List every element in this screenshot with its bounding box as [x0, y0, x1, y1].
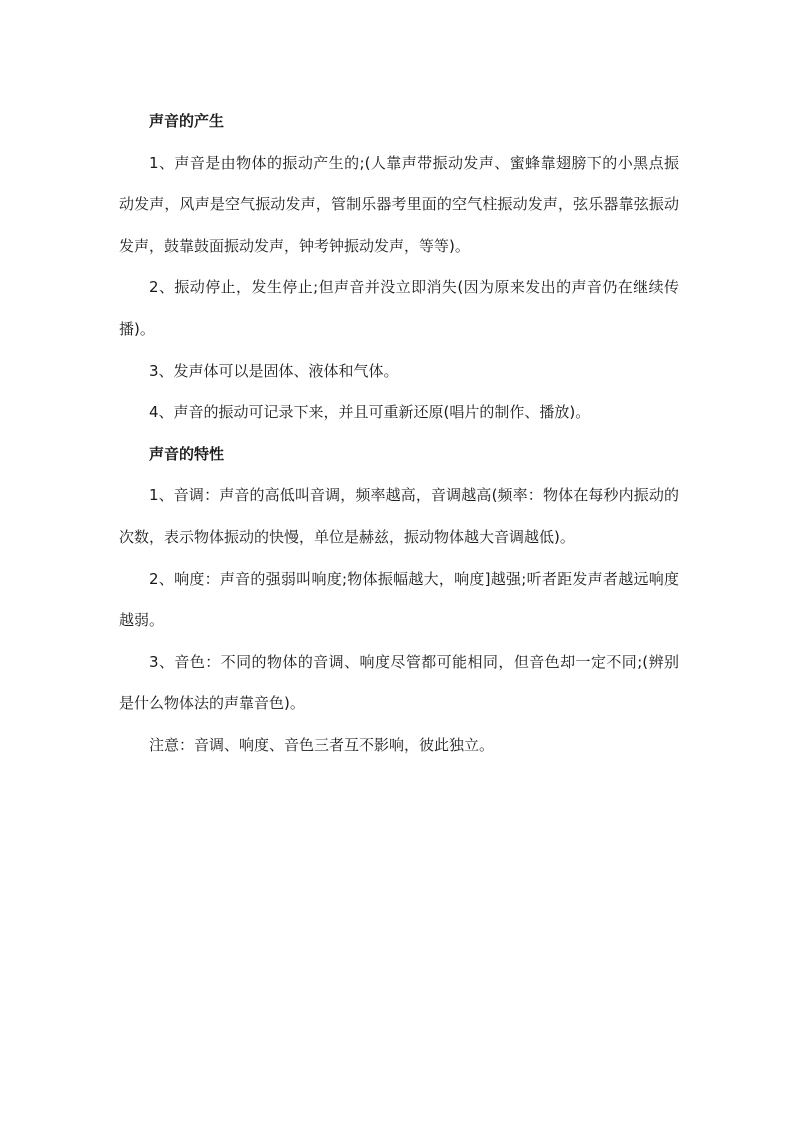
paragraph-production-2: 2、振动停止，发生停止;但声音并没立即消失(因为原来发出的声音仍在继续传播)。 [119, 278, 679, 338]
section-heading-sound-characteristics: 声音的特性 [149, 444, 225, 463]
section-heading-sound-production: 声音的产生 [149, 112, 225, 130]
paragraph-characteristics-pitch: 1、音调：声音的高低叫音调，频率越高，音调越高(频率：物体在每秒内振动的次数，表示物体振动的快慢，单位是赫兹，振动物体越大音调越低)。 [119, 486, 679, 546]
paragraph-production-4: 4、声音的振动可记录下来，并且可重新还原(唱片的制作、播放)。 [149, 403, 591, 422]
paragraph-production-1: 1、声音是由物体的振动产生的;(人靠声带振动发声、蜜蜂靠翅膀下的小黑点振动发声，风声是空气振动发声，管制乐器考里面的空气柱振动发声，弦乐器靠弦振动发声，鼓靠鼓面振动发声，钟考钟振动发声，等等)。 [119, 153, 679, 255]
paragraph-note: 注意：音调、响度、音色三者互不影响，彼此独立。 [149, 735, 495, 754]
paragraph-production-3: 3、发声体可以是固体、液体和气体。 [149, 361, 399, 380]
document-body [119, 101, 679, 767]
paragraph-characteristics-loudness: 2、响度：声音的强弱叫响度;物体振幅越大，响度]越强;听者距发声者越远响度越弱。 [119, 569, 679, 630]
paragraph-characteristics-timbre: 3、音色：不同的物体的音调、响度尽管都可能相同，但音色却一定不同;(辨别是什么物体法的声靠音色)。 [119, 652, 679, 713]
